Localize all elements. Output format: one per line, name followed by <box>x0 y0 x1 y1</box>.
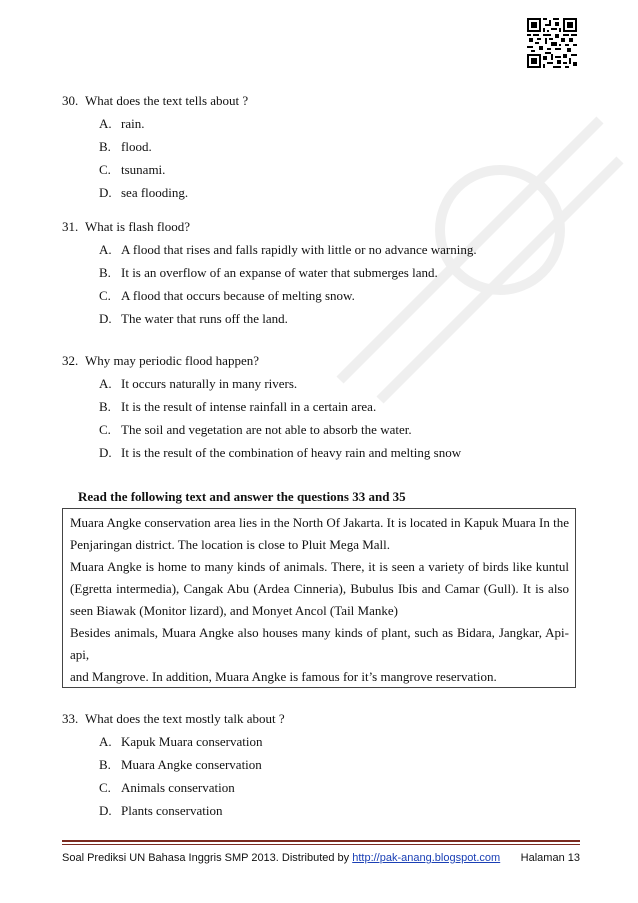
option-d <box>62 181 582 204</box>
passage-line: Muara Angke conservation area lies in the North Of Jakarta. It is located in Kapuk Muara In the <box>70 515 569 530</box>
page-number: Halaman 13 <box>520 852 580 864</box>
question-number: 33. <box>62 711 79 726</box>
question-text: What is flash flood? <box>85 219 191 234</box>
option-letter: D. <box>99 311 112 326</box>
option-letter: C. <box>99 422 111 437</box>
option-letter: C. <box>99 288 111 303</box>
passage-line: (Egretta intermedia), Cangak Abu (Ardea Cinneria), Bubulus Ibis and Camar (Gull). It is also <box>70 581 569 596</box>
option-a <box>62 730 582 753</box>
question-number: 30. <box>62 93 79 108</box>
passage-line: Besides animals, Muara Angke also houses many kinds of plant, such as Bidara, Jangkar, Api- <box>70 625 569 640</box>
option-text: It is an overflow of an expanse of water that submerges land. <box>121 265 438 280</box>
question-33 <box>62 708 582 822</box>
option-b <box>62 753 582 776</box>
option-letter: B. <box>99 265 111 280</box>
option-text: The soil and vegetation are not able to absorb the water. <box>121 422 412 437</box>
option-text: rain. <box>121 116 145 131</box>
page-footer <box>62 850 580 866</box>
option-a <box>62 112 582 135</box>
option-text: tsunami. <box>121 162 166 177</box>
option-letter: C. <box>99 780 111 795</box>
option-text: sea flooding. <box>121 185 189 200</box>
option-c <box>62 418 582 441</box>
question-32 <box>62 350 582 464</box>
passage-line: api, <box>70 647 90 662</box>
option-letter: B. <box>99 757 111 772</box>
option-letter: D. <box>99 445 112 460</box>
option-text: It is the result of intense rainfall in a certain area. <box>121 399 377 414</box>
question-30 <box>62 90 582 204</box>
passage-line: Penjaringan district. The location is close to Pluit Mega Mall. <box>70 537 391 552</box>
option-d <box>62 799 582 822</box>
option-d <box>62 441 582 464</box>
option-letter: A. <box>99 116 112 131</box>
option-text: flood. <box>121 139 152 154</box>
question-stem <box>62 350 582 372</box>
question-text: What does the text tells about ? <box>85 93 249 108</box>
footer-rule <box>62 840 580 842</box>
option-b <box>62 261 582 284</box>
qr-code-icon <box>527 18 577 68</box>
reading-instruction: Read the following text and answer the questions 33 and 35 <box>78 489 406 504</box>
option-text: A flood that occurs because of melting snow. <box>121 288 355 303</box>
option-letter: A. <box>99 734 112 749</box>
question-text: Why may periodic flood happen? <box>85 353 259 368</box>
option-letter: D. <box>99 185 112 200</box>
option-text: Plants conservation <box>121 803 223 818</box>
option-b <box>62 395 582 418</box>
option-letter: B. <box>99 399 111 414</box>
option-letter: D. <box>99 803 112 818</box>
question-31 <box>62 216 582 330</box>
question-number: 31. <box>62 219 79 234</box>
option-d <box>62 307 582 330</box>
question-stem <box>62 708 582 730</box>
question-text: What does the text mostly talk about ? <box>85 711 285 726</box>
option-c <box>62 158 582 181</box>
option-c <box>62 776 582 799</box>
option-a <box>62 372 582 395</box>
passage-line: seen Biawak (Monitor lizard), and Monyet Ancol (Tail Manke) <box>70 603 398 618</box>
option-text: It occurs naturally in many rivers. <box>121 376 298 391</box>
option-letter: C. <box>99 162 111 177</box>
question-number: 32. <box>62 353 79 368</box>
passage-line: and Mangrove. In addition, Muara Angke is famous for it’s mangrove reservation. <box>70 669 497 684</box>
footer-blog-link[interactable]: http://pak-anang.blogspot.com <box>352 852 501 864</box>
option-b <box>62 135 582 158</box>
question-stem <box>62 90 582 112</box>
option-text: Kapuk Muara conservation <box>121 734 263 749</box>
option-a <box>62 238 582 261</box>
option-c <box>62 284 582 307</box>
option-text: It is the result of the combination of heavy rain and melting snow <box>121 445 462 460</box>
option-letter: A. <box>99 376 112 391</box>
option-text: Animals conservation <box>121 780 235 795</box>
question-stem <box>62 216 582 238</box>
option-text: The water that runs off the land. <box>121 311 288 326</box>
option-text: Muara Angke conservation <box>121 757 262 772</box>
reading-passage-box <box>62 508 576 688</box>
option-text: A flood that rises and falls rapidly with little or no advance warning. <box>121 242 477 257</box>
option-letter: A. <box>99 242 112 257</box>
footer-credit-text: Soal Prediksi UN Bahasa Inggris SMP 2013. Distributed by <box>62 852 353 864</box>
passage-line: Muara Angke is home to many kinds of animals. There, it is seen a variety of birds like kuntul <box>70 559 569 574</box>
footer-credit <box>62 850 500 866</box>
option-letter: B. <box>99 139 111 154</box>
footer-rule-thin <box>62 844 580 845</box>
